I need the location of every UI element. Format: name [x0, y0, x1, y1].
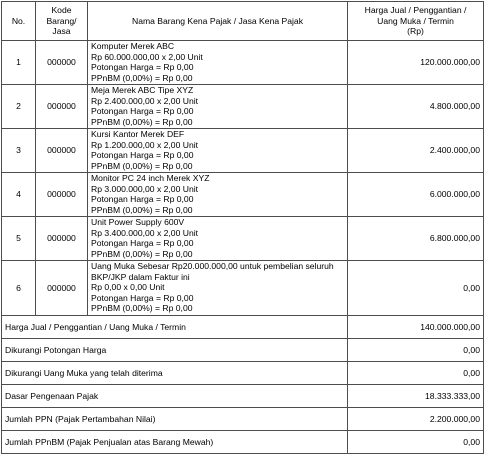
- header-row: [2, 2, 484, 41]
- item-description: [88, 217, 348, 261]
- item-harga: 6.800.000,00: [348, 217, 484, 261]
- summary-label: Dasar Pengenaan Pajak: [2, 385, 348, 408]
- item-price-qty: Rp 3.000.000,00 x 2,00 Unit: [91, 183, 199, 194]
- item-no: 5: [2, 217, 36, 261]
- item-harga: 120.000.000,00: [348, 41, 484, 85]
- item-discount: Potongan Harga = Rp 0,00: [91, 194, 194, 205]
- item-price-qty: Rp 0,00 x 0,00 Unit: [91, 282, 165, 293]
- summary-value: 2.200.000,00: [348, 408, 484, 431]
- item-discount: Potongan Harga = Rp 0,00: [91, 106, 194, 117]
- item-ppnbm: PPnBM (0,00%) = Rp 0,00: [91, 160, 193, 171]
- item-kode: 000000: [36, 173, 88, 217]
- item-discount: Potongan Harga = Rp 0,00: [91, 292, 194, 303]
- item-description: [88, 261, 348, 316]
- item-no: 4: [2, 173, 36, 217]
- summary-label: Dikurangi Uang Muka yang telah diterima: [2, 362, 348, 385]
- header-nama: Nama Barang Kena Pajak / Jasa Kena Pajak: [88, 2, 348, 41]
- item-no: 6: [2, 261, 36, 316]
- summary-label: Harga Jual / Penggantian / Uang Muka / Termin: [2, 316, 348, 339]
- item-no: 1: [2, 41, 36, 85]
- summary-label: Jumlah PPN (Pajak Pertambahan Nilai): [2, 408, 348, 431]
- item-description: [88, 173, 348, 217]
- item-harga: 2.400.000,00: [348, 129, 484, 173]
- item-description: [88, 85, 348, 129]
- summary-value: 18.333.333,00: [348, 385, 484, 408]
- summary-label: Jumlah PPnBM (Pajak Penjualan atas Barang Mewah): [2, 431, 348, 454]
- item-name: Komputer Merek ABC: [91, 41, 175, 51]
- summary-row: [2, 385, 484, 408]
- item-kode: 000000: [36, 217, 88, 261]
- item-price-qty: Rp 3.400.000,00 x 2,00 Unit: [91, 227, 199, 238]
- item-kode: 000000: [36, 41, 88, 85]
- item-discount: Potongan Harga = Rp 0,00: [91, 150, 194, 161]
- item-kode: 000000: [36, 261, 88, 316]
- item-description: [88, 129, 348, 173]
- header-harga: Harga Jual / Penggantian / Uang Muka / Termin (Rp): [348, 2, 484, 41]
- summary-row: [2, 316, 484, 339]
- header-no: No.: [2, 2, 36, 41]
- item-harga: 4.800.000,00: [348, 85, 484, 129]
- item-price-qty: Rp 60.000.000,00 x 2,00 Unit: [91, 51, 203, 62]
- item-price-qty: Rp 2.400.000,00 x 2,00 Unit: [91, 95, 199, 106]
- summary-row: [2, 362, 484, 385]
- item-harga: 6.000.000,00: [348, 173, 484, 217]
- item-ppnbm: PPnBM (0,00%) = Rp 0,00: [91, 303, 193, 314]
- item-name: Meja Merek ABC Tipe XYZ: [91, 85, 194, 95]
- item-name: Kursi Kantor Merek DEF: [91, 129, 185, 139]
- item-kode: 000000: [36, 85, 88, 129]
- item-row: [2, 129, 484, 173]
- item-description: [88, 41, 348, 85]
- item-ppnbm: PPnBM (0,00%) = Rp 0,00: [91, 204, 193, 215]
- item-kode: 000000: [36, 129, 88, 173]
- item-name: Unit Power Supply 600V: [91, 217, 185, 227]
- item-ppnbm: PPnBM (0,00%) = Rp 0,00: [91, 116, 193, 127]
- summary-row: [2, 431, 484, 454]
- item-no: 3: [2, 129, 36, 173]
- item-row: [2, 261, 484, 316]
- invoice-items-table: [1, 1, 484, 454]
- item-harga: 0,00: [348, 261, 484, 316]
- item-row: [2, 41, 484, 85]
- item-discount: Potongan Harga = Rp 0,00: [91, 62, 194, 73]
- summary-value: 0,00: [348, 339, 484, 362]
- item-name: Uang Muka Sebesar Rp20.000.000,00 untuk pembelian seluruh BKP/JKP dalam Faktur ini: [91, 261, 334, 282]
- item-row: [2, 85, 484, 129]
- summary-value: 140.000.000,00: [348, 316, 484, 339]
- item-name: Monitor PC 24 inch Merek XYZ: [91, 173, 210, 183]
- item-ppnbm: PPnBM (0,00%) = Rp 0,00: [91, 248, 193, 259]
- item-discount: Potongan Harga = Rp 0,00: [91, 238, 194, 249]
- item-no: 2: [2, 85, 36, 129]
- item-price-qty: Rp 1.200.000,00 x 2,00 Unit: [91, 139, 199, 150]
- item-ppnbm: PPnBM (0,00%) = Rp 0,00: [91, 72, 193, 83]
- summary-row: [2, 408, 484, 431]
- summary-label: Dikurangi Potongan Harga: [2, 339, 348, 362]
- header-kode: Kode Barang/ Jasa: [36, 2, 88, 41]
- summary-value: 0,00: [348, 431, 484, 454]
- summary-row: [2, 339, 484, 362]
- item-row: [2, 173, 484, 217]
- item-row: [2, 217, 484, 261]
- summary-value: 0,00: [348, 362, 484, 385]
